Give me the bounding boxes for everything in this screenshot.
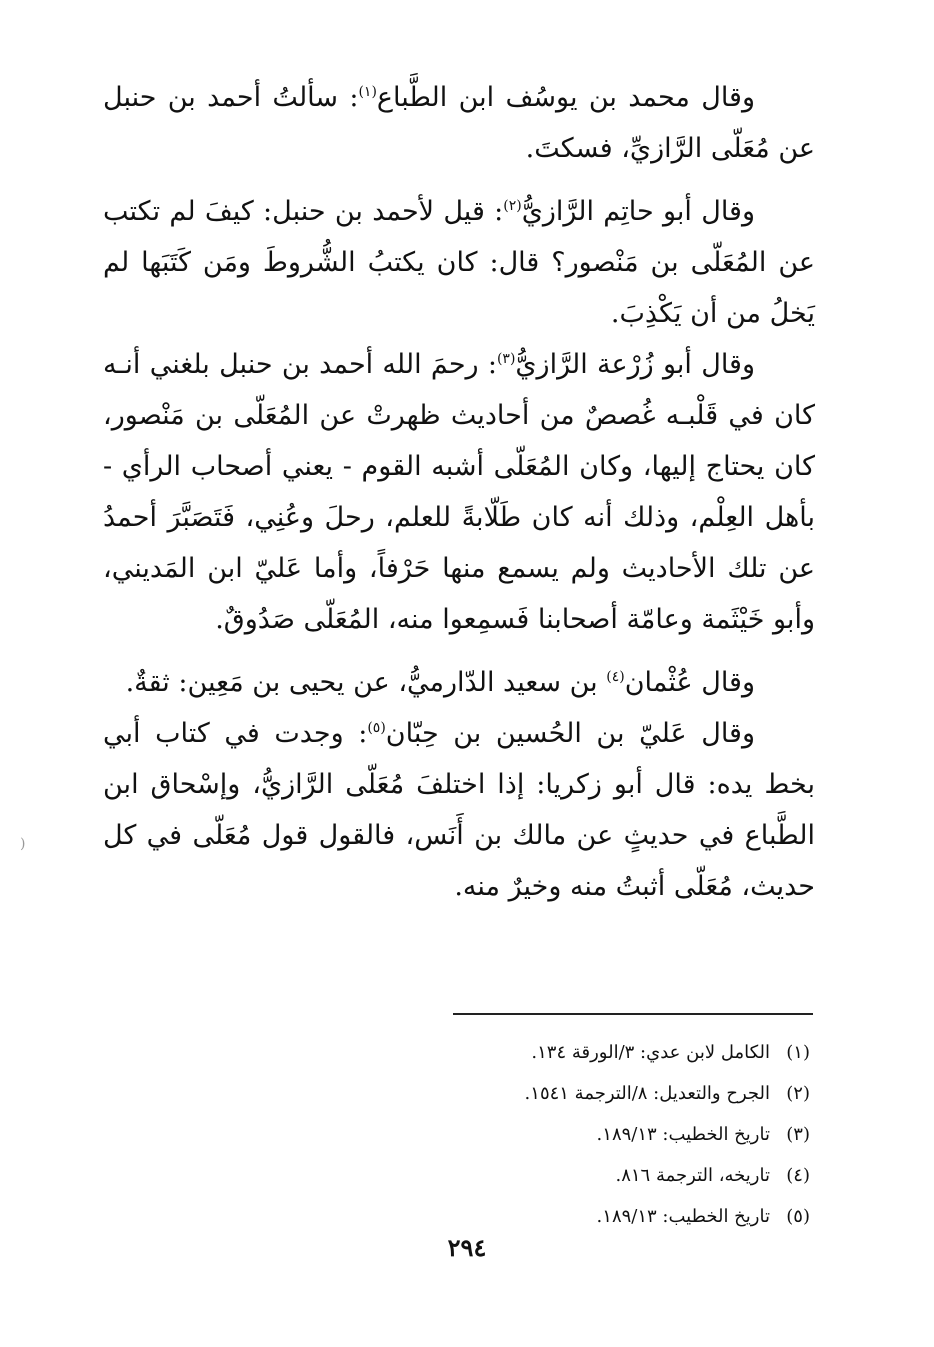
footnote-ref-3: (٣) (496, 351, 516, 367)
page-number: ٢٩٤ (447, 1233, 487, 1262)
paragraph-text: وقال أبو زُرْعة الرَّازيُّ (515, 349, 755, 380)
paragraph-5 (103, 708, 815, 912)
paragraph-text: : قيل لأحمد بن حنبل: كيفَ لم تكتب عن المُعَلّى بن مَنْصور؟ قال: كان يكتبُ الشُّروطَ ومَن كَتَبَها لم يَخلُ من أن يَكْذِبَ. (103, 196, 815, 329)
paragraph-text: : وجدت في كتاب أبي بخط يده: قال أبو زكريا: إذا اختلفَ مُعَلّى الرَّازيُّ، وإسْحاق ابن الطَّباع في حديثٍ عن مالك بن أَنَس، فالقول قول مُعَلّى في كل حديث، مُعَلّى أثبتُ منه وخيرٌ منه. (103, 718, 815, 902)
footnote-ref-2: (٢) (503, 198, 522, 214)
footnote-number: (٤) (786, 1165, 810, 1186)
footnote-text: الجرح والتعديل: ٨/الترجمة ١٥٤١. (524, 1083, 770, 1104)
footnote-text: الكامل لابن عدي: ٣/الورقة ١٣٤. (531, 1042, 770, 1063)
footnote-number: (٥) (786, 1206, 810, 1227)
paragraph-text: : سألتُ أحمد بن حنبل عن مُعَلّى الرَّازيِّ، فسكتَ. (103, 82, 815, 164)
footnote-ref-1: (١) (358, 84, 377, 100)
paragraph-text: وقال عُثْمان (624, 667, 755, 698)
footnote-number: (٢) (786, 1083, 810, 1104)
footnote-4 (440, 1155, 810, 1196)
footnote-5 (440, 1196, 810, 1237)
footnote-number: (٣) (786, 1124, 810, 1145)
paragraph-1 (103, 72, 815, 174)
footnotes (440, 1032, 810, 1237)
main-text (103, 72, 815, 912)
footnote-divider (453, 1013, 813, 1015)
footnote-text: تاريخ الخطيب: ١٨٩/١٣. (596, 1124, 770, 1145)
footnote-ref-4: (٤) (606, 669, 625, 685)
footnote-text: تاريخ الخطيب: ١٨٩/١٣. (596, 1206, 770, 1227)
footnote-2 (440, 1073, 810, 1114)
paragraph-text: وقال محمد بن يوسُف ابن الطَّباع (376, 82, 755, 113)
paragraph-text: بن سعيد الدّارميُّ، عن يحيى بن مَعِين: ثقةٌ. (125, 667, 607, 698)
footnote-3 (440, 1114, 810, 1155)
paragraph-text: وقال أبو حاتِم الرَّازيُّ (521, 196, 755, 227)
paragraph-3 (103, 339, 815, 645)
footnote-1 (440, 1032, 810, 1073)
paragraph-2 (103, 186, 815, 339)
paragraph-text: وقال عَليّ بن الحُسين بن حِبّان (385, 718, 755, 749)
paragraph-4 (103, 657, 815, 708)
margin-mark: ) (20, 836, 26, 852)
footnote-number: (١) (786, 1042, 810, 1063)
footnote-ref-5: (٥) (367, 720, 386, 736)
paragraph-text: : رحمَ الله أحمد بن حنبل بلغني أنـه كان في قَلْبـه غُصصٌ من أحاديث ظهرتْ عن المُعَلّى بن مَنْصور، كان يحتاج إليها، وكان المُعَلّى أشبه القوم - يعني أصحاب الرأي - بأهل العِلْم، وذلك أنه كان طَلّابةً للعلم، رحلَ وعُنِي، فَتَصَبَّرَ أحمدُ عن تلك الأحاديث ولم يسمع منها حَرْفاً، وأما عَليّ ابن المَديني، وأبو خَيْثَمة وعامّة أصحابنا فَسمِعوا منه، المُعَلّى صَدُوقٌ. (103, 349, 815, 635)
footnote-text: تاريخه، الترجمة ٨١٦. (615, 1165, 770, 1186)
